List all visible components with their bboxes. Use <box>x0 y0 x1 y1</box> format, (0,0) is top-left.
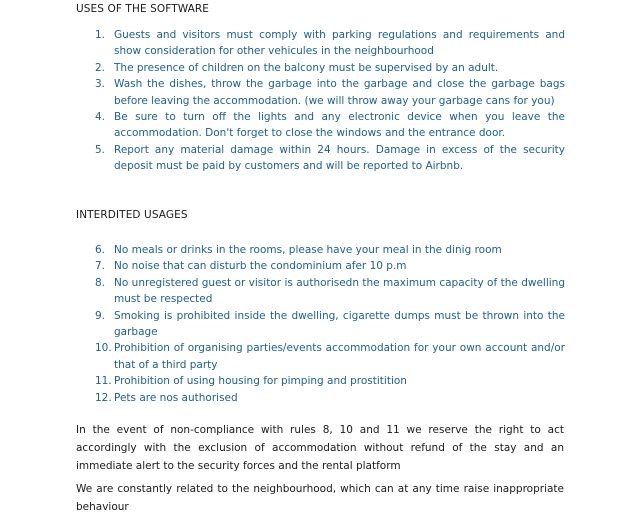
item-number: 12. <box>95 391 112 404</box>
interdited-rules-list <box>0 242 637 406</box>
list-item <box>0 27 637 60</box>
list-item <box>0 109 637 142</box>
item-text: Prohibition of using housing for pimping and prostitition <box>114 375 407 388</box>
list-item <box>0 373 637 389</box>
list-item <box>0 242 637 258</box>
list-item <box>0 76 637 109</box>
item-text: Smoking is prohibited inside the dwelling, cigarette dumps must be thrown into the garbage <box>114 309 565 339</box>
item-text: Wash the dishes, throw the garbage into the garbage and close the garbage bags before leaving the accommodation. (we will throw away your garbage cans for you) <box>114 78 565 107</box>
item-text: Guests and visitors must comply with parking regulations and requirements and show consideration for other vehicules in the neighbourhood <box>114 29 565 58</box>
section-heading-uses: USES OF THE SOFTWARE <box>76 3 210 15</box>
item-text: No unregistered guest or visitor is authorisedn the maximum capacity of the dwelling must be respected <box>114 276 565 306</box>
item-text: Report any material damage within 24 hours. Damage in excess of the security deposit must be paid by customers and will be reported to Airbnb. <box>114 143 565 173</box>
item-number: 2. <box>95 61 106 74</box>
list-item <box>0 142 637 175</box>
item-text: The presence of children on the balcony must be supervised by an adult. <box>114 61 499 74</box>
item-number: 8. <box>95 276 106 289</box>
item-number: 1. <box>95 29 106 41</box>
item-number: 6. <box>95 244 106 256</box>
item-text: Be sure to turn off the lights and any electronic device when you leave the accommodation. Don't forget to close the windows and the entrance door. <box>114 111 565 140</box>
item-number: 4. <box>95 111 106 124</box>
item-number: 9. <box>95 309 106 322</box>
item-number: 3. <box>95 78 106 91</box>
item-number: 11. <box>95 375 112 388</box>
neighbourhood-paragraph: We are constantly related to the neighbourhood, which can at any time raise inappropriate behaviour <box>76 483 564 513</box>
uses-rules-list <box>0 27 637 175</box>
list-item <box>0 258 637 274</box>
item-number: 7. <box>95 260 106 273</box>
list-item <box>0 275 637 308</box>
item-number: 5. <box>95 143 106 156</box>
non-compliance-paragraph: In the event of non-compliance with rules 8, 10 and 11 we reserve the right to act accordingly with the exclusion of accommodation without refund of the stay and an immediate alert to the security forces and the rental platform <box>76 424 564 472</box>
list-item <box>0 308 637 341</box>
list-item <box>0 390 637 406</box>
item-text: Prohibition of organising parties/events accommodation for your own account and/or that of a third party <box>114 342 565 371</box>
item-number: 10. <box>95 342 112 355</box>
list-item <box>0 340 637 373</box>
item-text: No meals or drinks in the rooms, please have your meal in the dinig room <box>114 244 502 256</box>
list-item <box>0 60 637 76</box>
item-text: No noise that can disturb the condominium afer 10 p.m <box>114 260 407 273</box>
item-text: Pets are nos authorised <box>114 391 238 404</box>
section-heading-interdited: INTERDITED USAGES <box>76 209 188 221</box>
